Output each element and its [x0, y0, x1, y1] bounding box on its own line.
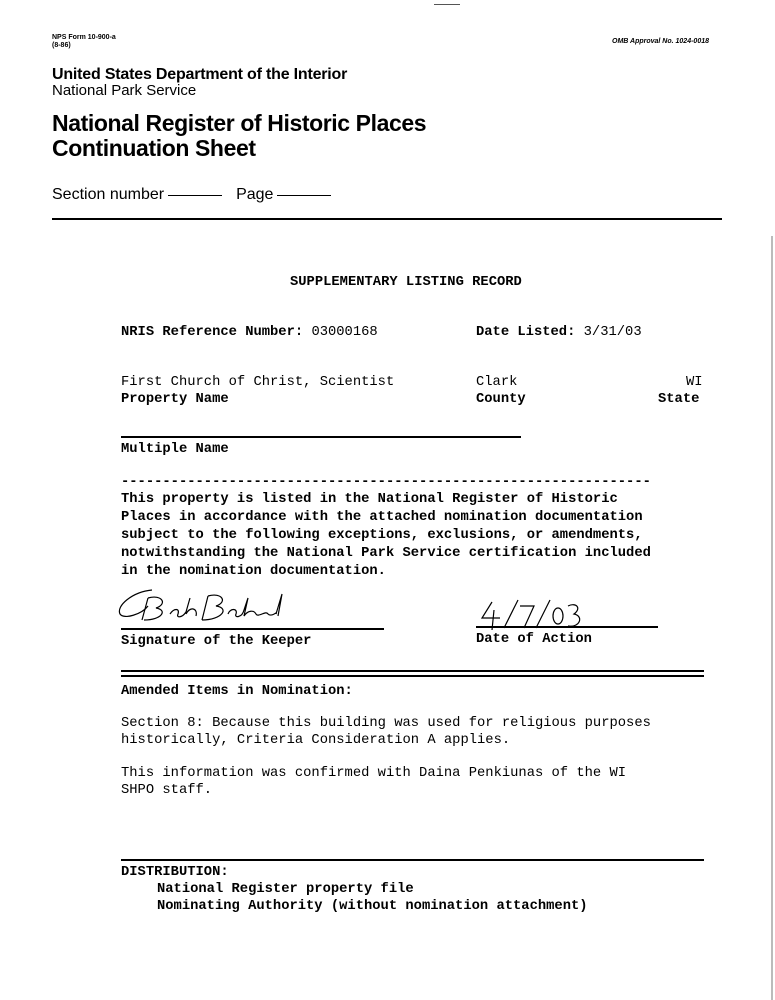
date-of-action-line	[476, 626, 658, 628]
confirmation-note: This information was confirmed with Daina Penkiunas of the WI SHPO staff.	[121, 766, 627, 798]
form-date-text: (8-86)	[52, 42, 71, 49]
section-8-amendment: Section 8: Because this building was used for religious purposes historically, Criteria Consideration A applies.	[121, 716, 651, 748]
distribution-item: Nominating Authority (without nomination attachment)	[157, 899, 588, 914]
nris-value: 03000168	[311, 325, 378, 340]
distribution-item: National Register property file	[157, 882, 414, 897]
distribution-rule	[121, 859, 704, 861]
nris-label: NRIS Reference Number:	[121, 325, 304, 340]
state-value: WI	[686, 375, 703, 390]
listing-statement: This property is listed in the National Register of Historic Places in accordance with the attached nomination documentation subject to the following exceptions, exclusions, or amendments, notwithstanding the National Park Service certification included in the nomination documentation.	[121, 492, 651, 579]
form-number	[52, 34, 116, 50]
double-separator-bottom	[121, 675, 704, 677]
section-number-label: Section number	[52, 186, 165, 203]
title-line-2: Continuation Sheet	[52, 135, 256, 161]
section-number-blank	[168, 195, 222, 196]
date-listed	[476, 325, 642, 340]
omb-approval: OMB Approval No. 1024-0018	[612, 38, 709, 45]
amended-items-heading: Amended Items in Nomination:	[121, 684, 353, 699]
multiple-name-label: Multiple Name	[121, 442, 229, 457]
county-value: Clark	[476, 375, 518, 390]
document-title	[52, 111, 426, 161]
scan-edge	[771, 236, 773, 1000]
state-label: State	[658, 392, 700, 407]
form-number-text: NPS Form 10-900-a	[52, 34, 116, 41]
keeper-signature	[112, 584, 302, 630]
date-listed-label: Date Listed:	[476, 325, 576, 340]
double-separator-top	[121, 670, 704, 672]
agency-name: National Park Service	[52, 82, 197, 99]
page-label: Page	[236, 186, 274, 203]
multiple-name-line	[121, 436, 521, 438]
date-of-action-label: Date of Action	[476, 632, 592, 647]
date-listed-value: 3/31/03	[583, 325, 642, 340]
record-heading: SUPPLEMENTARY LISTING RECORD	[290, 275, 522, 290]
signature-line	[121, 628, 384, 630]
property-name-label: Property Name	[121, 392, 229, 407]
nris-reference	[121, 325, 378, 340]
dashed-separator: ----------------------------------------------------------------	[121, 475, 651, 490]
property-name-value: First Church of Christ, Scientist	[121, 375, 395, 390]
header-divider	[52, 218, 722, 220]
county-label: County	[476, 392, 526, 407]
title-line-1: National Register of Historic Places	[52, 110, 427, 136]
section-page-line	[52, 186, 331, 204]
department-name: United States Department of the Interior	[52, 66, 348, 83]
distribution-heading: DISTRIBUTION:	[121, 865, 229, 880]
scan-mark	[434, 4, 460, 5]
page-number-blank	[277, 195, 331, 196]
signature-label: Signature of the Keeper	[121, 634, 312, 649]
